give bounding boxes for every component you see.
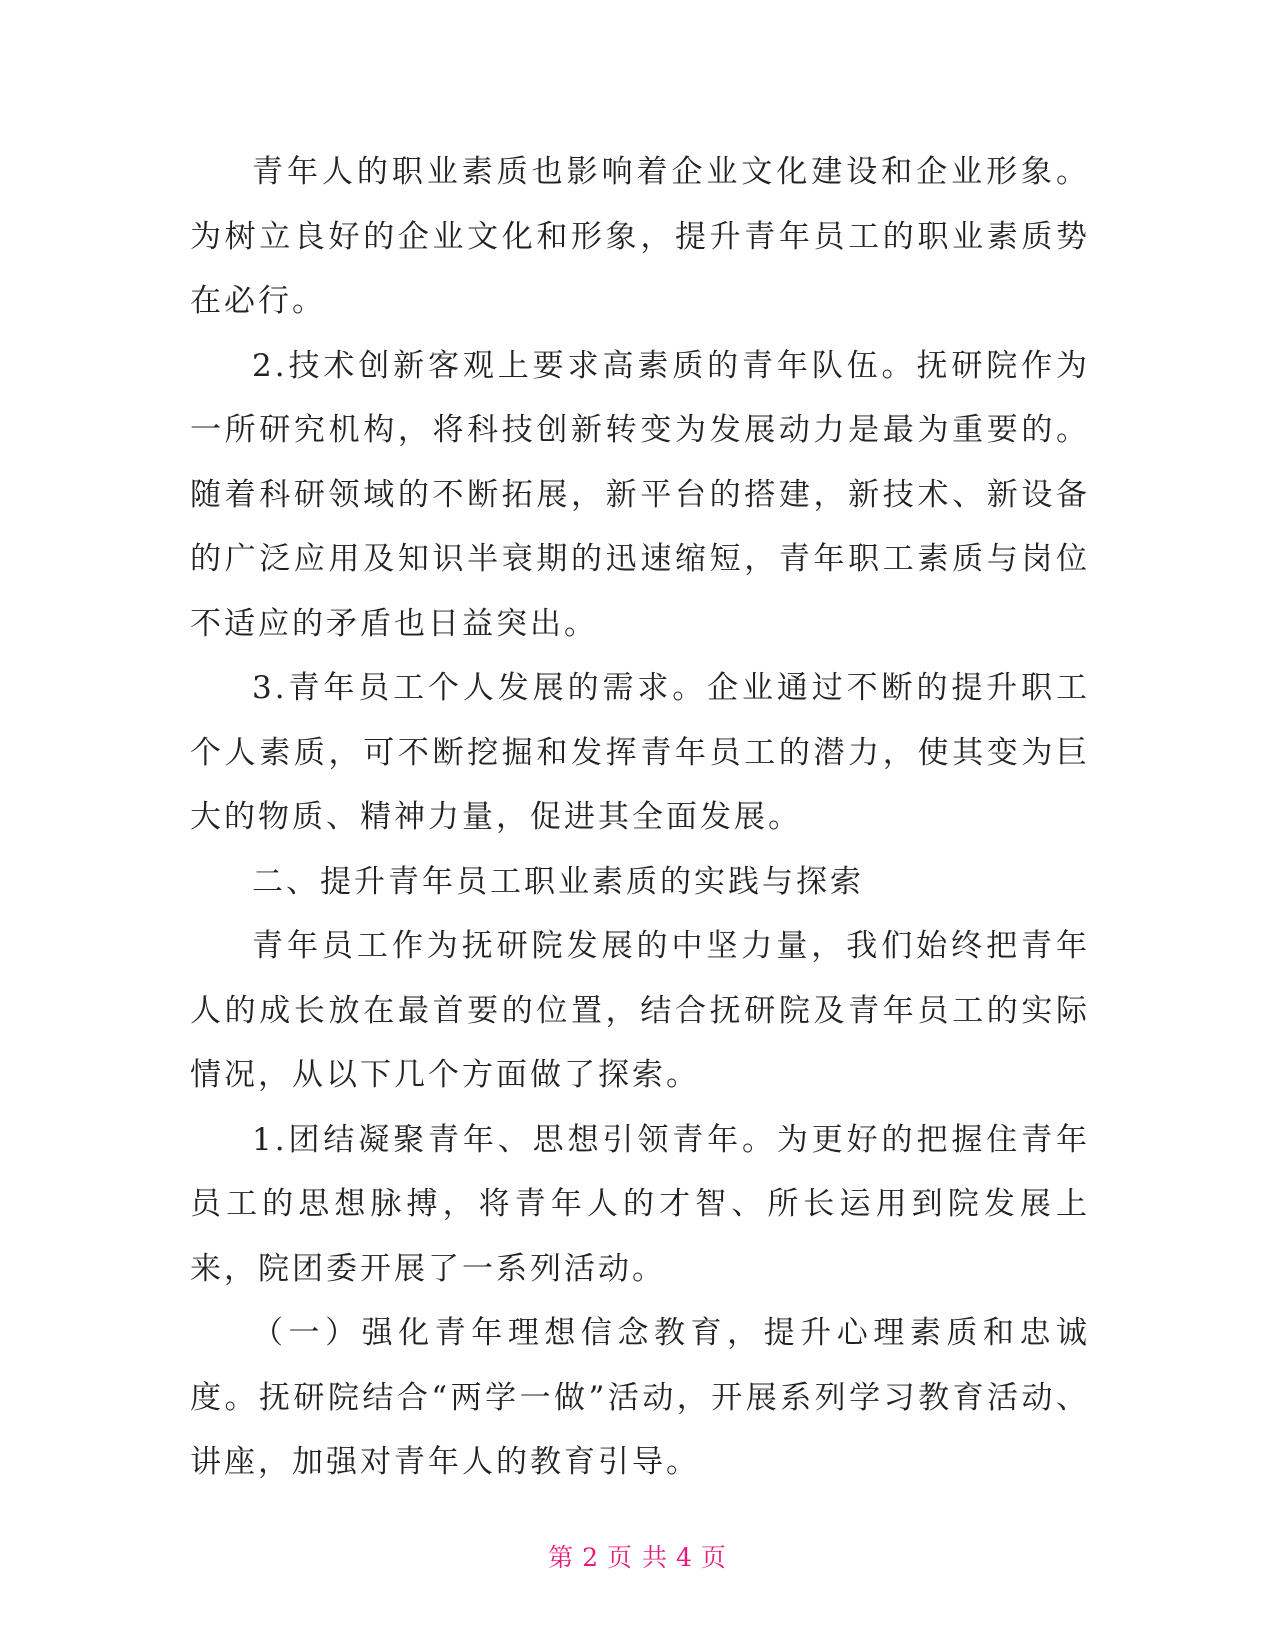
footer-current-page: 2 bbox=[582, 1543, 600, 1572]
page-number-footer bbox=[0, 1538, 1275, 1574]
footer-suffix: 页 bbox=[700, 1543, 727, 1572]
paragraph-1: 青年人的职业素质也影响着企业文化建设和企业形象。为树立良好的企业文化和形象，提升青年员工的职业素质势在必行。 bbox=[190, 154, 1090, 319]
footer-total-pages: 4 bbox=[675, 1543, 693, 1572]
paragraph-6: （一）强化青年理想信念教育，提升心理素质和忠诚度。抚研院结合“两学一做”活动，开展系列学习教育活动、讲座，加强对青年人的教育引导。 bbox=[190, 1315, 1090, 1480]
footer-prefix: 第 bbox=[548, 1543, 575, 1572]
footer-middle: 页 共 bbox=[607, 1543, 668, 1572]
document-body bbox=[190, 140, 1090, 1495]
section-heading: 二、提升青年员工职业素质的实践与探索 bbox=[252, 863, 864, 900]
paragraph-2: 2.技术创新客观上要求高素质的青年队伍。抚研院作为一所研究机构，将科技创新转变为发展动力是最为重要的。随着科研领域的不断拓展，新平台的搭建，新技术、新设备的广泛应用及知识半衰期的迅速缩短，青年职工素质与岗位不适应的矛盾也日益突出。 bbox=[190, 347, 1090, 642]
paragraph-5: 1.团结凝聚青年、思想引领青年。为更好的把握住青年员工的思想脉搏，将青年人的才智、所长运用到院发展上来，院团委开展了一系列活动。 bbox=[190, 1121, 1090, 1287]
paragraph-3: 3.青年员工个人发展的需求。企业通过不断的提升职工个人素质，可不断挖掘和发挥青年员工的潜力，使其变为巨大的物质、精神力量，促进其全面发展。 bbox=[190, 670, 1090, 835]
paragraph-4: 青年员工作为抚研院发展的中坚力量，我们始终把青年人的成长放在最首要的位置，结合抚研院及青年员工的实际情况，从以下几个方面做了探索。 bbox=[190, 928, 1090, 1093]
